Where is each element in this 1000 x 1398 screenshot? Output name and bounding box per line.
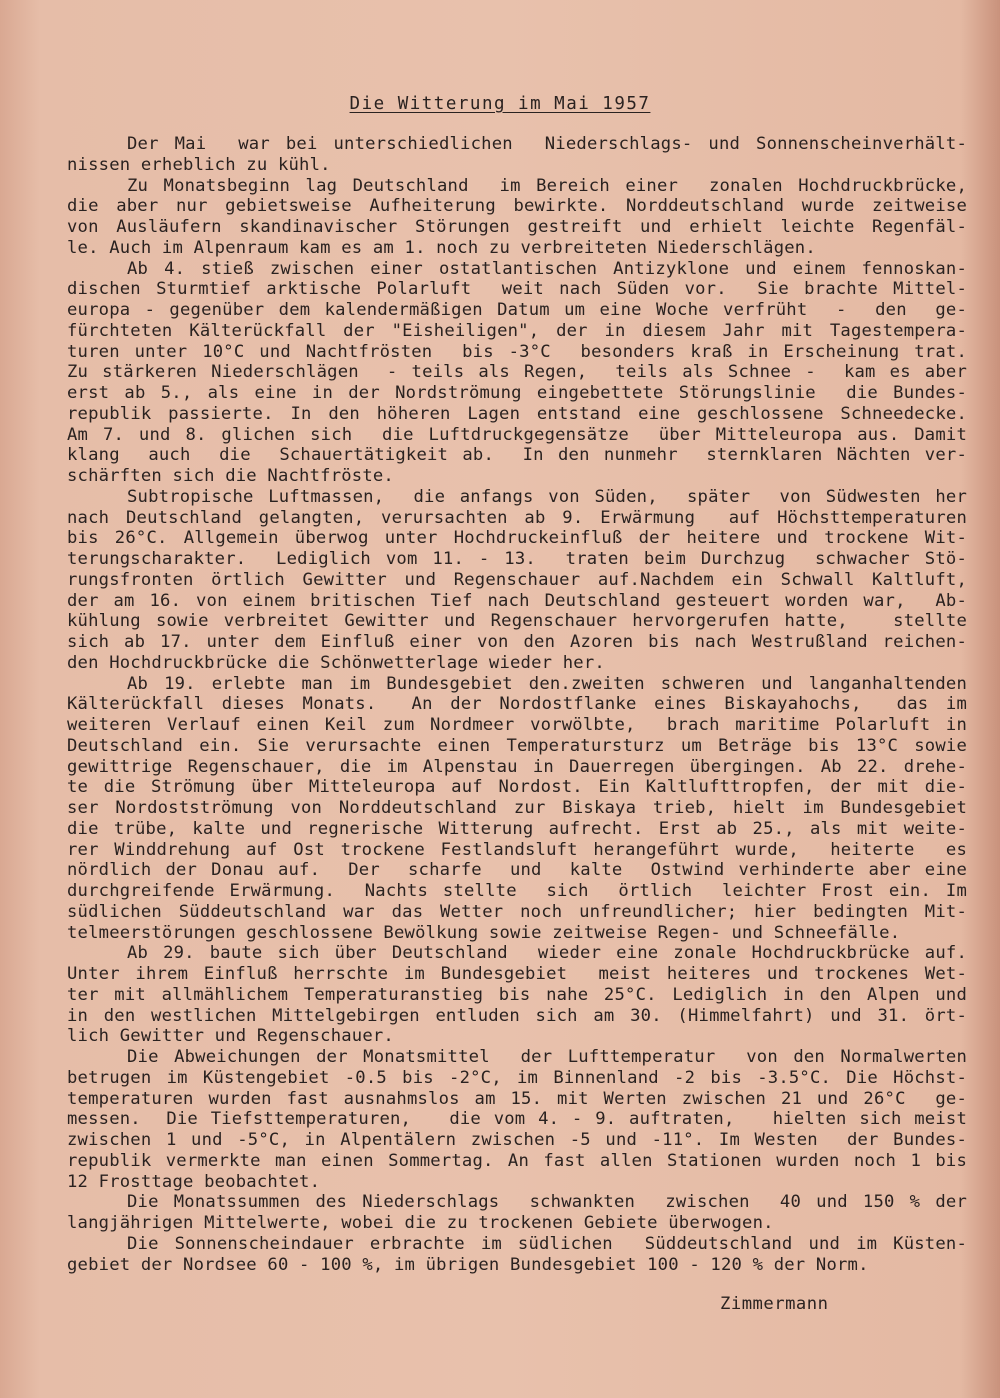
text-line: le. Auch im Alpenraum kam es am 1. noch zu verbreiteten Niederschlägen.	[67, 237, 816, 258]
document-title	[0, 94, 1000, 114]
text-line: Ab 29. baute sich über Deutschland wieder eine zonale Hochdruckbrücke auf.	[127, 943, 967, 964]
text-line: rer Winddrehung auf Ost trockene Festlandsluft herangeführt wurde, heiterte es	[67, 839, 967, 860]
report-body	[67, 134, 967, 1275]
text-line: europa - gegenüber dem kalendermäßigen Datum um eine Woche verfrüht - den ge-	[67, 300, 967, 320]
text-line: Die Sonnenscheindauer erbrachte im südlichen Süddeutschland und im Küsten-	[127, 1233, 967, 1254]
text-line: gewittrige Regenschauer, die im Alpenstau in Dauerregen übergingen. Ab 22. drehe-	[67, 756, 967, 777]
text-line: kühlung sowie verbreitet Gewitter und Regenschauer hervorgerufen hatte, stellte	[67, 611, 967, 632]
text-line: die trübe, kalte und regnerische Witterung aufrecht. Erst ab 25., als mit weite-	[67, 818, 967, 839]
text-line: Zu Monatsbeginn lag Deutschland im Bereich einer zonalen Hochdruckbrücke,	[127, 175, 967, 196]
text-line: schärften sich die Nachtfröste.	[67, 466, 394, 486]
text-line: die aber nur gebietsweise Aufheiterung bewirkte. Norddeutschland wurde zeitweise	[67, 196, 967, 217]
text-line: sich ab 17. unter dem Einfluß einer von den Azoren bis nach Westrußland reichen-	[67, 632, 967, 652]
text-line: von Ausläufern skandinavischer Störungen gestreift und erhielt leichte Regenfäl-	[67, 217, 967, 237]
text-line: Am 7. und 8. glichen sich die Luftdruckgegensätze über Mitteleuropa aus. Damit	[67, 424, 967, 445]
text-line: Deutschland ein. Sie verursachte einen Temperatursturz um Beträge bis 13°C sowie	[67, 735, 967, 756]
text-line: telmeerstörungen geschlossene Bewölkung sowie zeitweise Regen- und Schneefälle.	[67, 922, 901, 943]
text-line: fürchteten Kälterückfall der "Eisheiligen", der in diesem Jahr mit Tagestempera-	[67, 320, 967, 341]
text-line: Zu stärkeren Niederschlägen - teils als Regen, teils als Schnee - kam es aber	[67, 362, 967, 383]
text-line: Unter ihrem Einfluß herrschte im Bundesgebiet meist heiteres und trockenes Wet-	[67, 964, 967, 984]
text-line: terungscharakter. Lediglich vom 11. - 13. traten beim Durchzug schwacher Stö-	[67, 549, 967, 569]
text-line: Die Abweichungen der Monatsmittel der Lufttemperatur von den Normalwerten	[127, 1047, 967, 1067]
text-line: turen unter 10°C und Nachtfrösten bis -3°C besonders kraß in Erscheinung trat.	[67, 341, 967, 362]
text-line: rungsfronten örtlich Gewitter und Regenschauer auf.Nachdem ein Schwall Kaltluft,	[67, 569, 967, 590]
text-line: ter mit allmählichem Temperaturanstieg bis nahe 25°C. Lediglich in den Alpen und	[67, 984, 967, 1005]
text-line: Der Mai war bei unterschiedlichen Niederschlags- und Sonnenscheinverhält-	[127, 134, 967, 154]
text-line: der am 16. von einem britischen Tief nach Deutschland gesteuert worden war, Ab-	[67, 590, 967, 611]
text-line: nördlich der Donau auf. Der scharfe und kalte Ostwind verhinderte aber eine	[67, 860, 967, 881]
author-signature: Zimmermann	[720, 1294, 829, 1314]
text-line: lich Gewitter und Regenschauer.	[67, 1026, 394, 1047]
text-line: nach Deutschland gelangten, verursachten ab 9. Erwärmung auf Höchsttemperaturen	[67, 507, 967, 528]
text-line: südlichen Süddeutschland war das Wetter noch unfreundlicher; hier bedingten Mit-	[67, 901, 967, 922]
text-line: klang auch die Schauertätigkeit ab. In den nunmehr sternklaren Nächten ver-	[67, 445, 967, 466]
text-line: republik passierte. In den höheren Lagen entstand eine geschlossene Schneedecke.	[67, 403, 967, 424]
text-line: republik vermerkte man einen Sommertag. An fast allen Stationen wurden noch 1 bis	[67, 1150, 967, 1171]
text-line: Ab 4. stieß zwischen einer ostatlantischen Antizyklone und einem fennoskan-	[127, 258, 967, 279]
text-line: Subtropische Luftmassen, die anfangs von Süden, später von Südwesten her	[127, 486, 967, 507]
text-line: te die Strömung über Mitteleuropa auf Nordost. Ein Kaltlufttropfen, der mit die-	[67, 777, 967, 798]
title-text: Die Witterung im Mai 1957	[349, 94, 651, 114]
text-line: dischen Sturmtief arktische Polarluft weit nach Süden vor. Sie brachte Mittel-	[67, 279, 967, 300]
text-line: Die Monatssummen des Niederschlags schwankten zwischen 40 und 150 % der	[127, 1192, 967, 1213]
text-line: Ab 19. erlebte man im Bundesgebiet den.zweiten schweren und langanhaltenden	[127, 673, 967, 694]
text-line: langjährigen Mittelwerte, wobei die zu trockenen Gebiete überwogen.	[67, 1213, 774, 1233]
text-line: 12 Frosttage beobachtet.	[67, 1171, 321, 1192]
text-line: temperaturen wurden fast ausnahmslos am 15. mit Werten zwischen 21 und 26°C ge-	[67, 1088, 967, 1109]
text-line: messen. Die Tiefsttemperaturen, die vom 4. - 9. auftraten, hielten sich meist	[67, 1109, 967, 1130]
text-line: weiteren Verlauf einen Keil zum Nordmeer vorwölbte, brach maritime Polarluft in	[67, 715, 967, 735]
text-line: durchgreifende Erwärmung. Nachts stellte sich örtlich leichter Frost ein. Im	[67, 881, 967, 901]
text-line: den Hochdruckbrücke die Schönwetterlage wieder her.	[67, 652, 605, 673]
text-line: ser Nordostströmung von Norddeutschland zur Biskaya trieb, hielt im Bundesgebiet	[67, 798, 967, 818]
text-line: bis 26°C. Allgemein überwog unter Hochdruckeinfluß der heitere und trockene Wit-	[67, 528, 967, 549]
text-line: in den westlichen Mittelgebirgen entluden sich am 30. (Himmelfahrt) und 31. ört-	[67, 1005, 967, 1026]
text-line: gebiet der Nordsee 60 - 100 %, im übrigen Bundesgebiet 100 - 120 % der Norm.	[67, 1254, 869, 1275]
text-line: Kälterückfall dieses Monats. An der Nordostflanke eines Biskayahochs, das im	[67, 694, 967, 715]
text-line: zwischen 1 und -5°C, in Alpentälern zwischen -5 und -11°. Im Westen der Bundes-	[67, 1130, 967, 1150]
text-line: nissen erheblich zu kühl.	[67, 154, 331, 175]
text-line: betrugen im Küstengebiet -0.5 bis -2°C, im Binnenland -2 bis -3.5°C. Die Höchst-	[67, 1067, 967, 1088]
text-line: erst ab 5., als eine in der Nordströmung eingebettete Störungslinie die Bundes-	[67, 383, 967, 403]
